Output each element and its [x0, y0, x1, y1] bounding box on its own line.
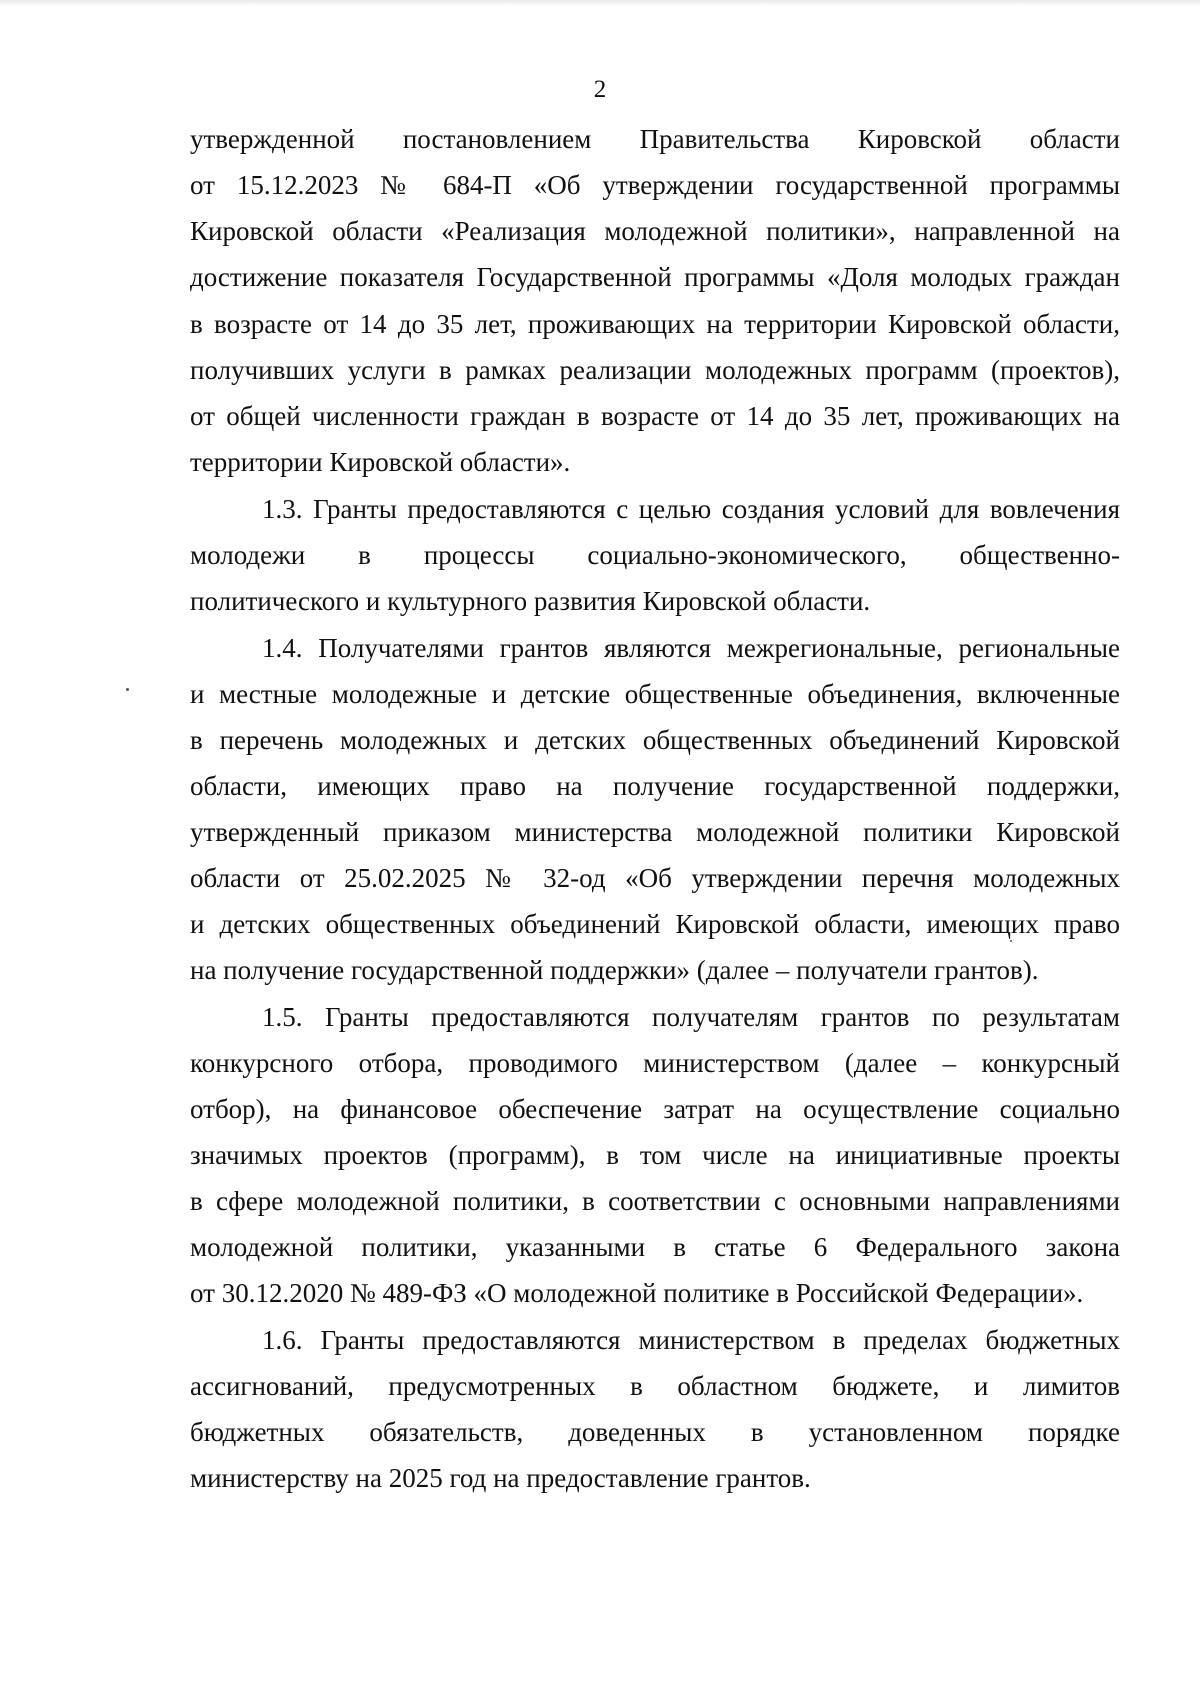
text-line: молодежи в процессы социально-экономического, общественно-	[190, 540, 1120, 570]
text-line: бюджетных обязательств, доведенных в установленном порядке	[190, 1417, 1120, 1447]
paragraph-1-6: 1.6. Гранты предоставляются министерством в пределах бюджетных	[262, 1325, 1120, 1355]
text-line: и детских общественных объединений Кировской области, имеющих право	[190, 909, 1120, 939]
text-line: политического и культурного развития Кировской области.	[190, 586, 871, 616]
text-line: Кировской области «Реализация молодежной политики», направленной на	[190, 216, 1120, 246]
paragraph-1-4: 1.4. Получателями грантов являются межрегиональные, региональные	[262, 633, 1120, 663]
text-line: утвержденной постановлением Правительства Кировской области	[190, 124, 1120, 154]
text-line: получивших услуги в рамках реализации молодежных программ (проектов),	[190, 355, 1120, 385]
text-line: достижение показателя Государственной программы «Доля молодых граждан	[190, 262, 1120, 292]
paragraph-1-5: 1.5. Гранты предоставляются получателям грантов по результатам	[262, 1002, 1120, 1032]
text-line: территории Кировской области».	[190, 447, 571, 477]
scan-top-edge	[0, 0, 1200, 6]
text-line: в сфере молодежной политики, в соответствии с основными направлениями	[190, 1186, 1120, 1216]
page-number: 2	[593, 76, 607, 103]
text-line: ассигнований, предусмотренных в областном бюджете, и лимитов	[190, 1371, 1120, 1401]
text-line: конкурсного отбора, проводимого министерством (далее – конкурсный	[190, 1048, 1120, 1078]
text-line: области от 25.02.2025 № 32-од «Об утверждении перечня молодежных	[190, 863, 1120, 893]
text-line: в возрасте от 14 до 35 лет, проживающих на территории Кировской области,	[190, 309, 1120, 339]
text-line: отбор), на финансовое обеспечение затрат на осуществление социально	[190, 1094, 1120, 1124]
text-line: от общей численности граждан в возрасте от 14 до 35 лет, проживающих на	[190, 401, 1120, 431]
text-line: области, имеющих право на получение государственной поддержки,	[190, 771, 1120, 801]
text-line: в перечень молодежных и детских общественных объединений Кировской	[190, 725, 1120, 755]
text-line: министерству на 2025 год на предоставление грантов.	[190, 1463, 811, 1493]
text-line: и местные молодежные и детские общественные объединения, включенные	[190, 679, 1120, 709]
text-line: от 30.12.2020 № 489-ФЗ «О молодежной политике в Российской Федерации».	[190, 1278, 1084, 1308]
paragraph-1-3: 1.3. Гранты предоставляются с целью создания условий для вовлечения	[262, 494, 1120, 524]
text-line: от 15.12.2023 № 684-П «Об утверждении государственной программы	[190, 170, 1120, 200]
text-line: утвержденный приказом министерства молодежной политики Кировской	[190, 817, 1120, 847]
text-line: на получение государственной поддержки» (далее – получатели грантов).	[190, 955, 1039, 985]
text-line: значимых проектов (программ), в том числе на инициативные проекты	[190, 1140, 1120, 1170]
text-line: молодежной политики, указанными в статье 6 Федерального закона	[190, 1232, 1120, 1262]
scan-speck	[1010, 940, 1012, 942]
scan-speck	[126, 688, 129, 691]
